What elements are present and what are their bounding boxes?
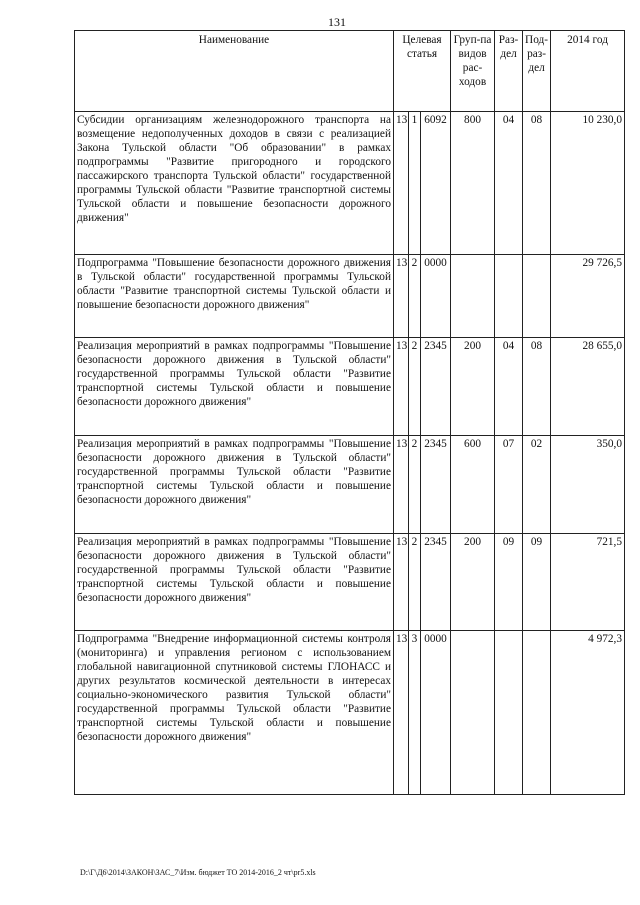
row-subsection: 09 [523,534,551,631]
row-expense-group: 200 [451,534,495,631]
row-amount: 29 726,5 [551,255,625,338]
budget-table [74,30,625,795]
header-name: Наименование [75,31,394,112]
row-subsection: 08 [523,112,551,255]
row-expense-group: 200 [451,338,495,436]
row-article-part3: 0000 [421,631,451,795]
row-expense-group [451,631,495,795]
row-section [495,255,523,338]
row-article-part2: 2 [409,255,421,338]
table-row [75,255,625,338]
table-row [75,112,625,255]
row-name: Субсидии организациям железнодорожного транспорта на возмещение недополученных доходов в связи с реализацией Закона Тульской области "Об образовании" в рамках подпрограммы "Развитие пригородного и городского пассажирского транспорта Тульской области" государственной программы Тульской области "Развитие транспортной системы Тульской области и повышение безопасности дорожного движения" [75,112,394,255]
row-subsection: 08 [523,338,551,436]
row-article-part1: 13 [394,534,409,631]
row-name: Реализация мероприятий в рамках подпрограммы "Повышение безопасности дорожного движения в Тульской области" государственной программы Тульской области "Развитие транспортной системы Тульской области и повышение безопасности дорожного движения" [75,338,394,436]
row-amount: 4 972,3 [551,631,625,795]
table-row [75,534,625,631]
header-section: Раз-дел [495,31,523,112]
row-article-part3: 2345 [421,436,451,534]
row-article-part2: 2 [409,436,421,534]
row-section: 07 [495,436,523,534]
row-name: Реализация мероприятий в рамках подпрограммы "Повышение безопасности дорожного движения в Тульской области" государственной программы Тульской области "Развитие транспортной системы Тульской области и повышение безопасности дорожного движения" [75,534,394,631]
row-article-part3: 0000 [421,255,451,338]
row-article-part2: 1 [409,112,421,255]
row-expense-group [451,255,495,338]
table-row [75,338,625,436]
file-path-footer: D:\Г\Д6\2014\ЗАКОН\ЗАС_7\Изм. бюджет ТО 2014-2016_2 чт\pr5.xls [80,868,316,877]
row-name: Подпрограмма "Внедрение информационной системы контроля (мониторинга) и управления регионом с использованием глобальной навигационной спутниковой системы ГЛОНАСС и других результатов космической деятельности в интересах социально-экономического развития Тульской области" государственной программы Тульской области "Развитие транспортной системы Тульской области и повышение безопасности дорожного движения" [75,631,394,795]
row-section: 09 [495,534,523,631]
row-name: Подпрограмма "Повышение безопасности дорожного движения в Тульской области" государственной программы Тульской области "Развитие транспортной системы Тульской области и повышение безопасности дорожного движения" [75,255,394,338]
row-subsection [523,631,551,795]
row-article-part3: 2345 [421,534,451,631]
row-section: 04 [495,112,523,255]
table-row [75,631,625,795]
row-name: Реализация мероприятий в рамках подпрограммы "Повышение безопасности дорожного движения в Тульской области" государственной программы Тульской области "Развитие транспортной системы Тульской области и повышение безопасности дорожного движения" [75,436,394,534]
row-amount: 721,5 [551,534,625,631]
row-article-part2: 2 [409,534,421,631]
table-row [75,436,625,534]
page-number: 131 [328,15,346,29]
row-article-part3: 6092 [421,112,451,255]
header-year: 2014 год [551,31,625,112]
row-amount: 28 655,0 [551,338,625,436]
row-expense-group: 800 [451,112,495,255]
table-header-row [75,31,625,112]
row-section [495,631,523,795]
header-expense-group: Груп-па видов рас-ходов [451,31,495,112]
row-article-part1: 13 [394,255,409,338]
row-article-part1: 13 [394,436,409,534]
row-article-part2: 2 [409,338,421,436]
header-subsection: Под-раз-дел [523,31,551,112]
row-subsection [523,255,551,338]
row-article-part3: 2345 [421,338,451,436]
row-article-part2: 3 [409,631,421,795]
row-subsection: 02 [523,436,551,534]
row-article-part1: 13 [394,338,409,436]
header-target-article: Целевая статья [394,31,451,112]
row-expense-group: 600 [451,436,495,534]
row-amount: 10 230,0 [551,112,625,255]
row-article-part1: 13 [394,631,409,795]
row-article-part1: 13 [394,112,409,255]
row-section: 04 [495,338,523,436]
row-amount: 350,0 [551,436,625,534]
